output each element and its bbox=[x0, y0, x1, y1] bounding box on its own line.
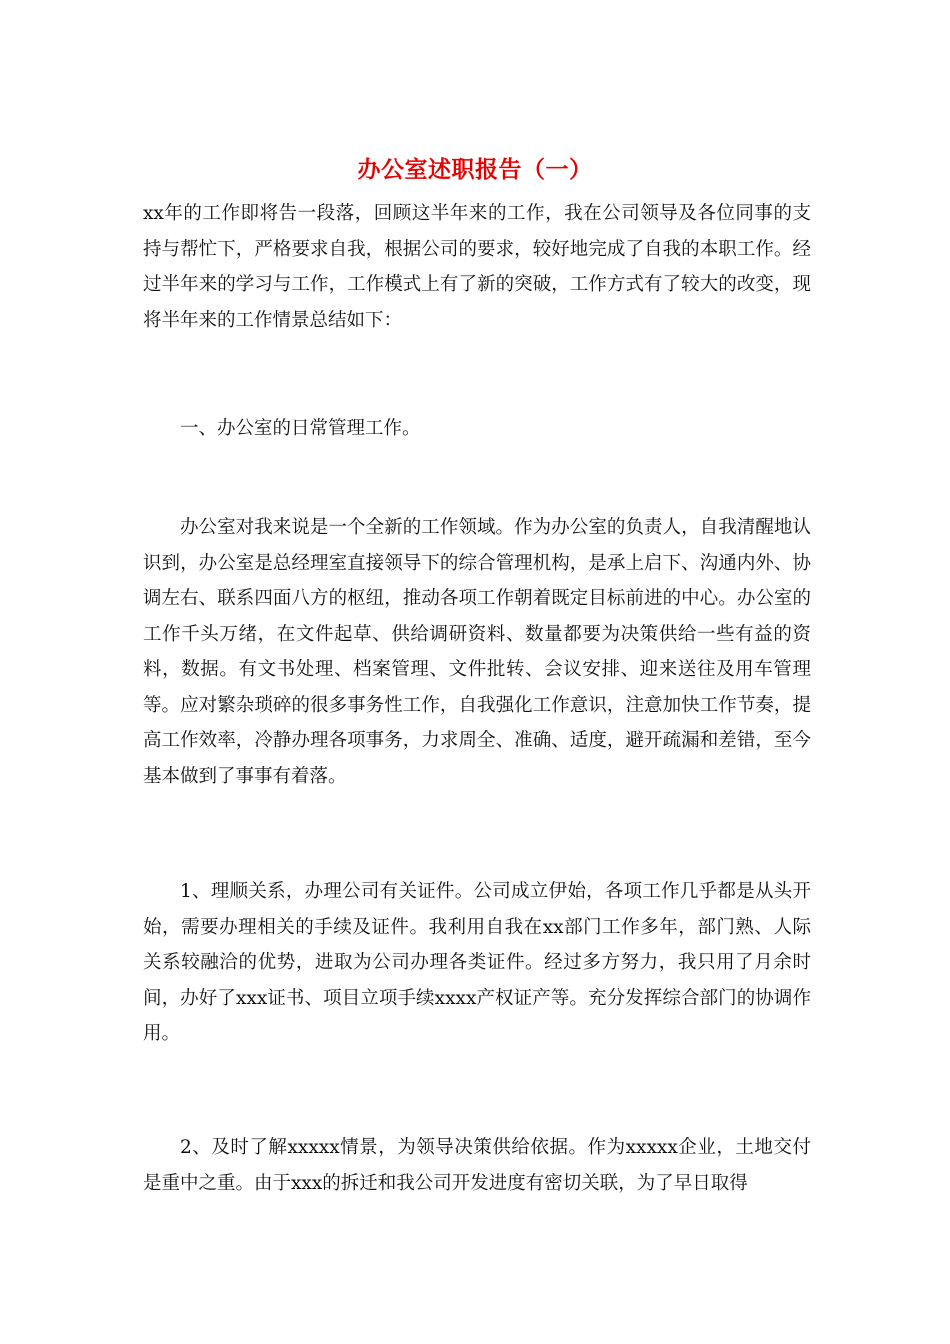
paragraph-item-2: 2、及时了解xxxxx情景，为领导决策供给依据。作为xxxxx企业，土地交付是重中之重。由于xxx的拆迁和我公司开发进度有密切关联，为了早日取得 bbox=[143, 1137, 811, 1194]
paragraph-office-role: 办公室对我来说是一个全新的工作领域。作为办公室的负责人，自我清醒地认识到，办公室是总经理室直接领导下的综合管理机构，是承上启下、沟通内外、协调左右、联系四面八方的枢纽，推动各项工作朝着既定目标前进的中心。办公室的工作千头万绪，在文件起草、供给调研资料、数量都要为决策供给一些有益的资料，数据。有文书处理、档案管理、文件批转、会议安排、迎来送往及用车管理等。应对繁杂琐碎的很多事务性工作，自我强化工作意识，注意加快工作节奏，提高工作效率，冷静办理各项事务，力求周全、准确、适度，避开疏漏和差错，至今基本做到了事事有着落。 bbox=[143, 517, 811, 787]
paragraph-intro: xx年的工作即将告一段落，回顾这半年来的工作，我在公司领导及各位同事的支持与帮忙下，严格要求自我，根据公司的要求，较好地完成了自我的本职工作。经过半年来的学习与工作，工作模式上有了新的突破，工作方式有了较大的改变，现将半年来的工作情景总结如下： bbox=[143, 203, 811, 331]
paragraph-item-1: 1、理顺关系，办理公司有关证件。公司成立伊始，各项工作几乎都是从头开始，需要办理相关的手续及证件。我利用自我在xx部门工作多年，部门熟、人际关系较融洽的优势，进取为公司办理各类证件。经过多方努力，我只用了月余时间，办好了xxx证书、项目立项手续xxxx产权证产等。充分发挥综合部门的协调作用。 bbox=[143, 881, 811, 1044]
section-heading-daily-management: 一、办公室的日常管理工作。 bbox=[180, 418, 421, 439]
document-title: 办公室述职报告（一） bbox=[357, 156, 593, 183]
